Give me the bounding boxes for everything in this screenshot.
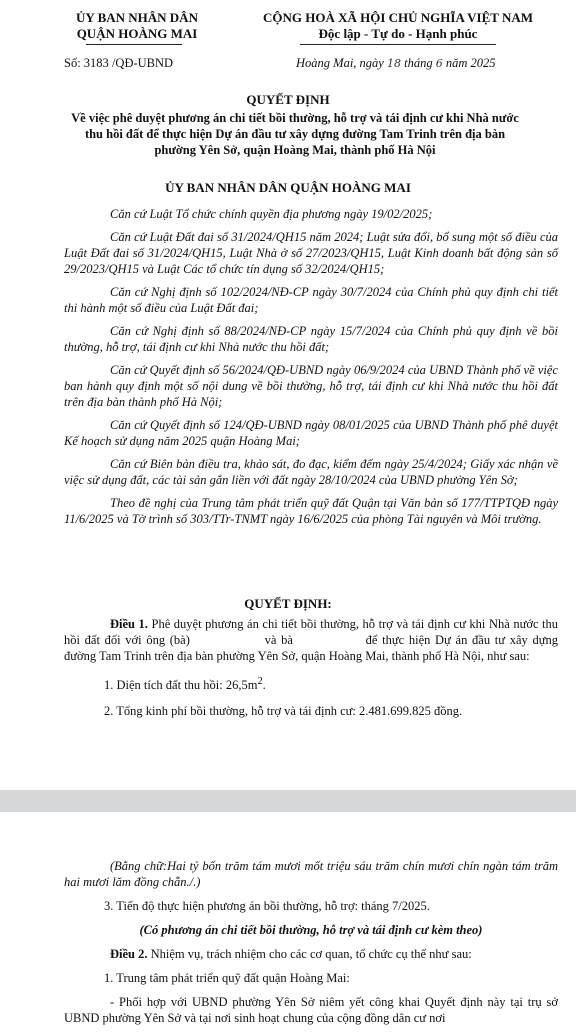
article-1-item-1 — [64, 674, 558, 693]
doc-number-suffix: /QĐ-UBND — [111, 56, 174, 70]
article-2 — [64, 946, 558, 962]
agency-header — [62, 10, 212, 42]
article-1-item-2: 2. Tổng kinh phí bồi thường, hỗ trợ và tái định cư: 2.481.699.825 đồng. — [104, 704, 463, 719]
agency-underline — [86, 44, 182, 45]
article-1-text-c: để thực hiện Dự án đầu tư xây dựng đường Tam Trinh trên địa bàn phường Yên Sở, quận Hoàng Mai, thành phố Hà Nội, như sau: — [64, 633, 558, 663]
article-2-item-1-detail: - Phối hợp với UBND phường Yên Sở niêm yết công khai Quyết định này tại trụ sở UBND phường Yên Sở và tại nơi sinh hoạt chung của cộng đồng dân cư nơi — [64, 995, 558, 1025]
basis-paragraph: Căn cứ Nghị định số 88/2024/NĐ-CP ngày 15/7/2024 của Chính phủ quy định về bồi thường, hỗ trợ, tái định cư khi Nhà nước thu hồi đất; — [64, 324, 558, 354]
place-date-prefix: Hoàng Mai, ngày — [296, 56, 384, 70]
item1-suffix: . — [262, 678, 266, 693]
article-1 — [64, 616, 558, 729]
basis-paragraph: Căn cứ Nghị định số 102/2024/NĐ-CP ngày 30/7/2024 của Chính phủ quy định chi tiết thi hành một số điều của Luật Đất đai; — [64, 285, 558, 315]
agency-line2: QUẬN HOÀNG MAI — [76, 26, 198, 41]
attachment-note: (Có phương án chi tiết bồi thường, hỗ trợ và tái định cư kèm theo) — [139, 923, 483, 937]
nation-motto: Độc lập - Tự do - Hạnh phúc — [318, 26, 478, 41]
article-1-item-3: 3. Tiến độ thực hiện phương án bồi thường, hỗ trợ: tháng 7/2025. — [104, 899, 430, 913]
article-2-text: Nhiệm vụ, trách nhiệm cho các cơ quan, tổ chức cụ thể như sau: — [150, 947, 472, 961]
article-1-text-a: Phê duyệt phương án chi tiết bồi thường, hỗ trợ và tái định cư khi Nhà nước thu hồi đất đối với ông (bà) — [64, 617, 559, 647]
article-1-label: Điều 1. — [110, 617, 148, 631]
issuing-authority: ỦY BAN NHÂN DÂN QUẬN HOÀNG MAI — [165, 180, 411, 195]
legal-basis — [64, 206, 558, 534]
motto-underline — [300, 44, 496, 45]
basis-paragraph: Theo đề nghị của Trung tâm phát triển quỹ đất Quận tại Văn bản số 177/TTPTQĐ ngày 11/6/2025 và Tờ trình số 303/TTr-TNMT ngày 16/6/2025 của phòng Tài nguyên và Môi trường. — [64, 496, 558, 526]
document-number — [64, 56, 173, 71]
agency-line1: ỦY BAN NHÂN DÂN — [76, 10, 198, 25]
item1-superscript: 2 — [257, 676, 263, 687]
page-break — [0, 790, 576, 812]
article-2-label: Điều 2. — [110, 947, 148, 961]
doc-number-prefix: Số: 3183 — [64, 56, 109, 70]
year-label: năm 2025 — [445, 56, 496, 70]
item1-prefix: 1. Diện tích đất thu hồi: 26,5m — [104, 678, 258, 693]
decision-heading: QUYẾT ĐỊNH: — [244, 596, 332, 611]
basis-paragraph: Căn cứ Quyết định số 56/2024/QĐ-UBND ngày 06/9/2024 của UBND Thành phố về việc ban hành quy định một số nội dung về bồi thường, hỗ trợ, tái định cư khi Nhà nước thu hồi đất trên địa bàn thành phố Hà Nội; — [64, 363, 558, 409]
nation-header — [232, 10, 564, 42]
basis-paragraph: Căn cứ Luật Tổ chức chính quyền địa phương ngày 19/02/2025; — [110, 207, 433, 221]
basis-paragraph: Căn cứ Biên bản điều tra, khảo sát, đo đạc, kiểm đếm ngày 25/4/2024; Giấy xác nhận về việc sử dụng đất, các tài sản gắn liền với đất ngày 28/10/2024 của UBND phường Yên Sở; — [64, 457, 558, 487]
page-2 — [64, 858, 558, 1034]
handwritten-month: 6 — [435, 57, 443, 70]
article-1-text-b: và bà — [264, 633, 293, 647]
place-date — [296, 56, 495, 71]
document-title: QUYẾT ĐỊNH — [246, 92, 330, 107]
basis-paragraph: Căn cứ Luật Đất đai số 31/2024/QH15 năm 2024; Luật sửa đổi, bổ sung một số điều của Luật Đất đai số 31/2024/QH15, Luật Nhà ở số 27/2023/QH15, Luật Kinh doanh bất động sản số 29/2023/QH15 và Luật Các tổ chức tín dụng số 32/2024/QH15; — [64, 230, 558, 276]
article-2-item-1: 1. Trung tâm phát triển quỹ đất quận Hoàng Mai: — [104, 971, 350, 985]
article-1-text — [64, 616, 558, 664]
basis-paragraph: Căn cứ Quyết định số 124/QĐ-UBND ngày 08/01/2025 của UBND Thành phố phê duyệt Kế hoạch sử dụng năm 2025 quận Hoàng Mai; — [64, 418, 558, 448]
handwritten-day: 18 — [386, 57, 401, 70]
nation-line1: CỘNG HOÀ XÃ HỘI CHỦ NGHĨA VIỆT NAM — [262, 10, 534, 25]
document-subject: Về việc phê duyệt phương án chi tiết bồi thường, hỗ trợ và tái định cư khi Nhà nước thu hồi đất để thực hiện Dự án đầu tư xây dựng đường Tam Trinh trên địa bàn phường Yên Sở, quận Hoàng Mai, thành phố Hà Nội — [71, 111, 519, 157]
amount-in-words: (Bằng chữ:Hai tỷ bốn trăm tám mươi mốt triệu sáu trăm chín mươi chín ngàn tám trăm hai mươi lăm đồng chẵn./.) — [64, 859, 558, 889]
month-label: tháng — [404, 56, 433, 70]
